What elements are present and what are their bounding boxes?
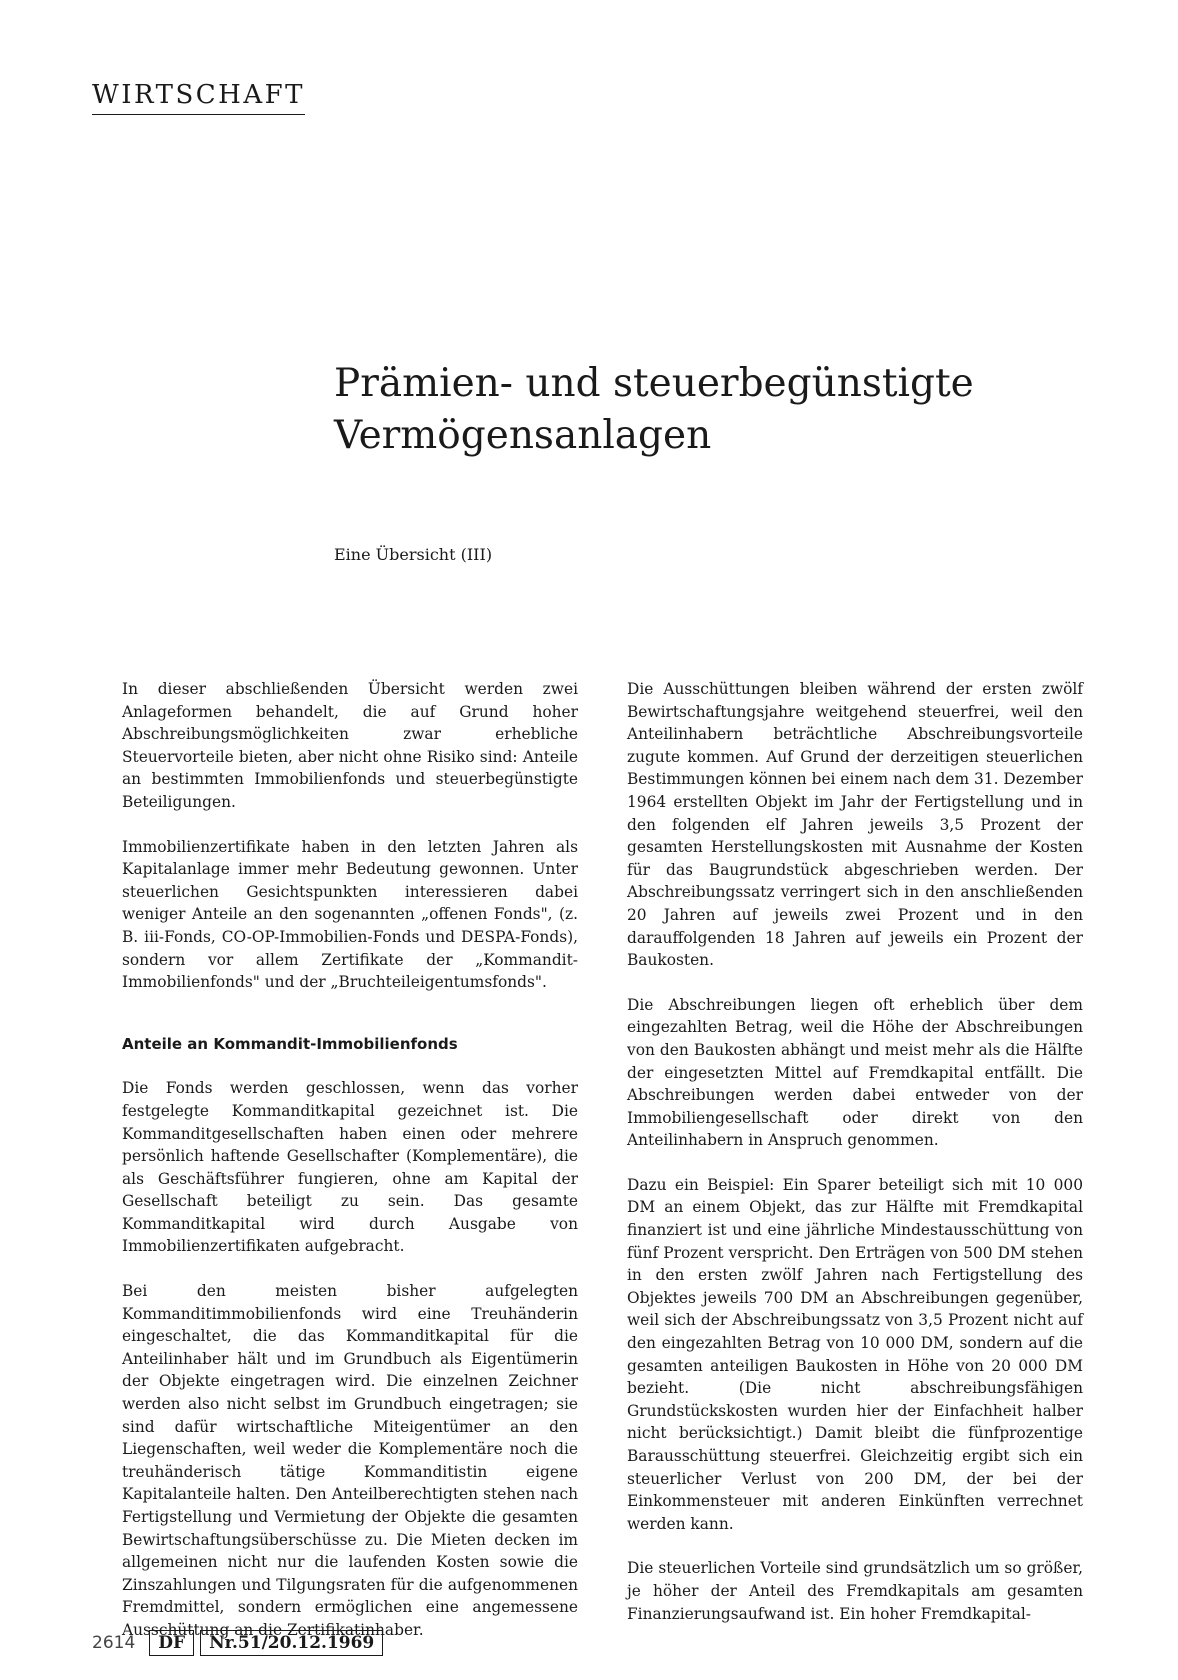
title-line-2: Vermögensanlagen: [334, 413, 712, 458]
paragraph: Die Abschreibungen liegen oft erheblich über dem eingezahlten Betrag, weil die Höhe der Abschreibungen von den Baukosten abhängt und meist mehr als die Hälfte der eingesetzten Mittel auf Fremdkapital entfällt. Die Abschreibungen werden dabei entweder von der Immobiliengesellschaft oder direkt von den Anteilinhabern in Anspruch genommen.: [627, 995, 1083, 1150]
page-footer: [92, 1630, 389, 1656]
left-column: [122, 678, 578, 1664]
paragraph: In dieser abschließenden Übersicht werden zwei Anlageformen behandelt, die auf Grund hoher Abschreibungsmöglichkeiten zwar erhebliche Steuervorteile bieten, aber nicht ohne Risiko sind: Anteile an bestimmten Immobilienfonds und steuerbegünstigte Beteiligungen.: [122, 680, 578, 811]
paragraph: Bei den meisten bisher aufgelegten Kommanditimmobilienfonds wird eine Treuhänderin eingeschaltet, die das Kommanditkapital für die Anteilinhaber hält und im Grundbuch als Eigentümerin der Objekte eingetragen wird. Die einzelnen Zeichner werden also nicht selbst im Grundbuch eingetragen; sie sind dafür wirtschaftliche Miteigentümer an den Liegenschaften, weil weder die Komplementäre noch die treuhänderisch tätige Kommanditistin eigene Kapitalanteile halten. Den Anteilberechtigten stehen nach Fertigstellung und Vermietung der Objekte die gesamten Bewirtschaftungsüberschüsse zu. Die Mieten decken im allgemeinen nicht nur die laufenden Kosten sowie die Zinszahlungen und Tilgungsraten für die aufgenommenen Fremdmittel, sondern ermöglichen eine angemessene Ausschüttung an die Zertifikatinhaber.: [122, 1282, 578, 1639]
paragraph: Die Fonds werden geschlossen, wenn das vorher festgelegte Kommanditkapital gezeichnet ist. Die Kommanditgesellschaften haben einen oder mehrere persönlich haftende Gesellschafter (Komplementäre), die als Geschäftsführer fungieren, ohne am Kapital der Gesellschaft beteiligt zu sein. Das gesamte Kommanditkapital wird durch Ausgabe von Immobilienzertifikaten aufgebracht.: [122, 1079, 578, 1256]
page-number: 2614: [92, 1633, 136, 1653]
article-title: [334, 358, 1094, 462]
paragraph: Immobilienzertifikate haben in den letzten Jahren als Kapitalanlage immer mehr Bedeutung gewonnen. Unter steuerlichen Gesichtspunkten interessieren dabei weniger Anteile an den sogenannten „offenen Fonds", (z. B. iii-Fonds, CO-OP-Immobilien-Fonds und DESPA-Fonds), sondern vor allem Zertifikate der „Kommandit-Immobilienfonds" und der „Bruchteileigentumsfonds".: [122, 837, 578, 992]
right-column: [627, 678, 1083, 1647]
paragraph: Die Ausschüttungen bleiben während der ersten zwölf Bewirtschaftungsjahre weitgehend steuerfrei, weil den Anteilinhabern beträchtliche Abschreibungsvorteile zugute kommen. Auf Grund der derzeitigen steuerlichen Bestimmungen können bei einem nach dem 31. Dezember 1964 erstellten Objekt im Jahr der Fertigstellung und in den folgenden elf Jahren jeweils 3,5 Prozent der gesamten Herstellungskosten mit Ausnahme der Kosten für das Baugrundstück abgeschrieben werden. Der Abschreibungssatz verringert sich in den anschließenden 20 Jahren auf jeweils zwei Prozent und in den darauffolgenden 18 Jahren auf jeweils ein Prozent der Baukosten.: [627, 680, 1083, 970]
article-subtitle: Eine Übersicht (III): [334, 545, 493, 564]
issue-date: Nr.51/20.12.1969: [200, 1630, 383, 1656]
title-line-1: Prämien- und steuerbegünstigte: [334, 361, 974, 406]
paragraph: Die steuerlichen Vorteile sind grundsätzlich um so größer, je höher der Anteil des Fremdkapitals am gesamten Finanzierungsaufwand ist. Ein hoher Fremdkapital-: [627, 1559, 1083, 1623]
section-heading: Anteile an Kommandit-Immobilienfonds: [122, 1034, 458, 1053]
journal-mark: DF: [149, 1630, 194, 1656]
paragraph: Dazu ein Beispiel: Ein Sparer beteiligt sich mit 10 000 DM an einem Objekt, das zur Hälfte mit Fremdkapital finanziert ist und eine jährliche Mindestausschüttung von fünf Prozent verspricht. Den Erträgen von 500 DM stehen in den ersten zwölf Jahren nach Fertigstellung des Objektes jeweils 700 DM an Abschreibungen gegenüber, weil sich der Abschreibungssatz von 3,5 Prozent nicht auf den eingezahlten Betrag von 10 000 DM, sondern auf die gesamten anteiligen Baukosten in Höhe von 20 000 DM bezieht. (Die nicht abschreibungsfähigen Grundstückskosten wurden hier der Einfachheit halber nicht berücksichtigt.) Damit bleibt die fünfprozentige Barausschüttung steuerfrei. Gleichzeitig ergibt sich ein steuerlicher Verlust von 200 DM, der bei der Einkommensteuer mit anderen Einkünften verrechnet werden kann.: [627, 1175, 1083, 1533]
section-label: WIRTSCHAFT: [92, 80, 305, 115]
